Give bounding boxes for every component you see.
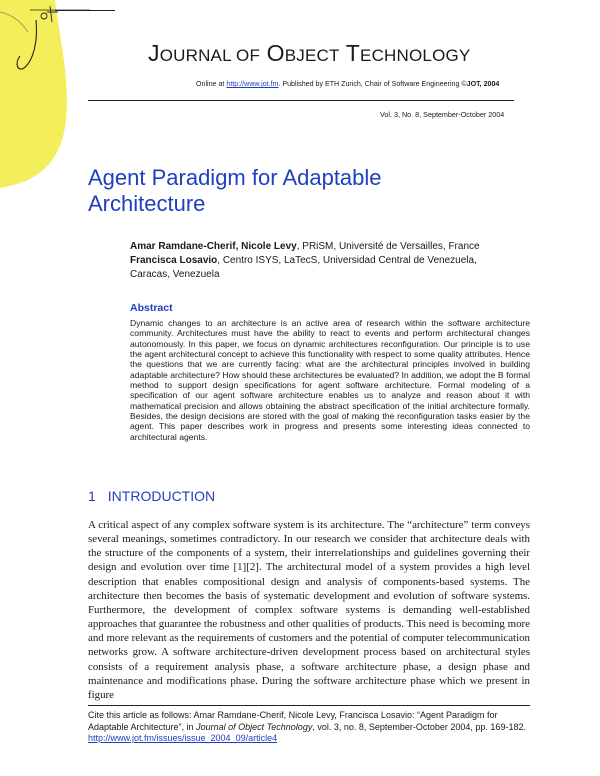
journal-title: JOURNAL OF OBJECT TECHNOLOGY xyxy=(148,40,471,66)
article-link[interactable]: http://www.jot.fm/issues/issue_2004_09/article4 xyxy=(88,733,278,743)
jot-logo xyxy=(0,0,90,190)
jot-website-link[interactable]: http://www.jot.fm xyxy=(226,80,279,88)
citation-note: Cite this article as follows: Amar Ramdane-Cherif, Nicole Levy, Francisca Losavio: “Agent Paradigm for Adaptable Architecture”, in Journal of Object Technology, vol. 3, no. 8, September-October 2004, pp. 169-182. http://www.jot.fm/issues/issue_2004_09/article4 xyxy=(88,710,526,743)
abstract-heading: Abstract xyxy=(130,302,173,314)
introduction-body: A critical aspect of any complex software system is its architecture. The “architecture” term conveys several meanings, sometimes contradictory. In our research we consider that architecture deals with the structure of the components of a system, their interrelationships and guidelines governing their design and evolution over time [1][2]. The architectural model of a system provides a high level description that enables compositional design and analysis of components-based systems. The architecture then becomes the basis of systematic development and evolution of software systems. Furthermore, the development of complex software systems is demanding well-established approaches that guarantee the robustness and other qualities of products. This need is becoming more and more relevant as the requirements of customers and the potential of computer telecommunication networks grow. A software architecture-driven development process based on architectural styles consists of a requirement analysis phase, a software architecture phase, a design phase and maintenance and modifications phase. During the software architecture phase which we present in figure xyxy=(88,519,530,701)
section-title: INTRODUCTION xyxy=(107,488,216,504)
section-heading xyxy=(88,488,215,504)
logo-rule xyxy=(55,10,115,11)
publisher-line: Online at http://www.jot.fm. Published by ETH Zurich, Chair of Software Engineering ©JOT, 2004 xyxy=(196,80,500,88)
authors-block: Amar Ramdane-Cherif, Nicole Levy, PRiSM, Université de Versailles, France Francisca Losavio, Centro ISYS, LaTecS, Universidad Central de Venezuela, Caracas, Venezuela xyxy=(130,241,480,280)
paper-title: Agent Paradigm for Adaptable Architecture xyxy=(88,165,382,216)
section-number: 1 xyxy=(88,488,96,504)
abstract-text: Dynamic changes to an architecture is an active area of research within the software architecture community. Architectures must have the ability to react to events and perform architectural changes autonomously. In this paper, we focus on dynamic architectures reconfiguration. Our principle is to use the agent architectural concept to achieve this functionality with respect to some quality attributes. Hence the questions that we are currently facing: what are the architectural principles involved in building adaptable architecture? How should these architectures be evaluated? In addition, we adopt the B formal method to support design specifications for agent software architecture. Formal modeling of a specification of our agent software architecture enables us to analyze and reason about it with mathematical precision and allows obtaining the abstract specification of the initial architecture formally. Besides, the design decisions are stored with the goal of making the reconfiguration tasks easier by the agent. This paper describes work in progress and presents some interesting ideas connected to architectural agents. xyxy=(130,318,530,442)
volume-info: Vol. 3, No. 8, September-October 2004 xyxy=(380,110,505,119)
footer-divider xyxy=(88,705,530,706)
header-divider xyxy=(88,100,514,101)
